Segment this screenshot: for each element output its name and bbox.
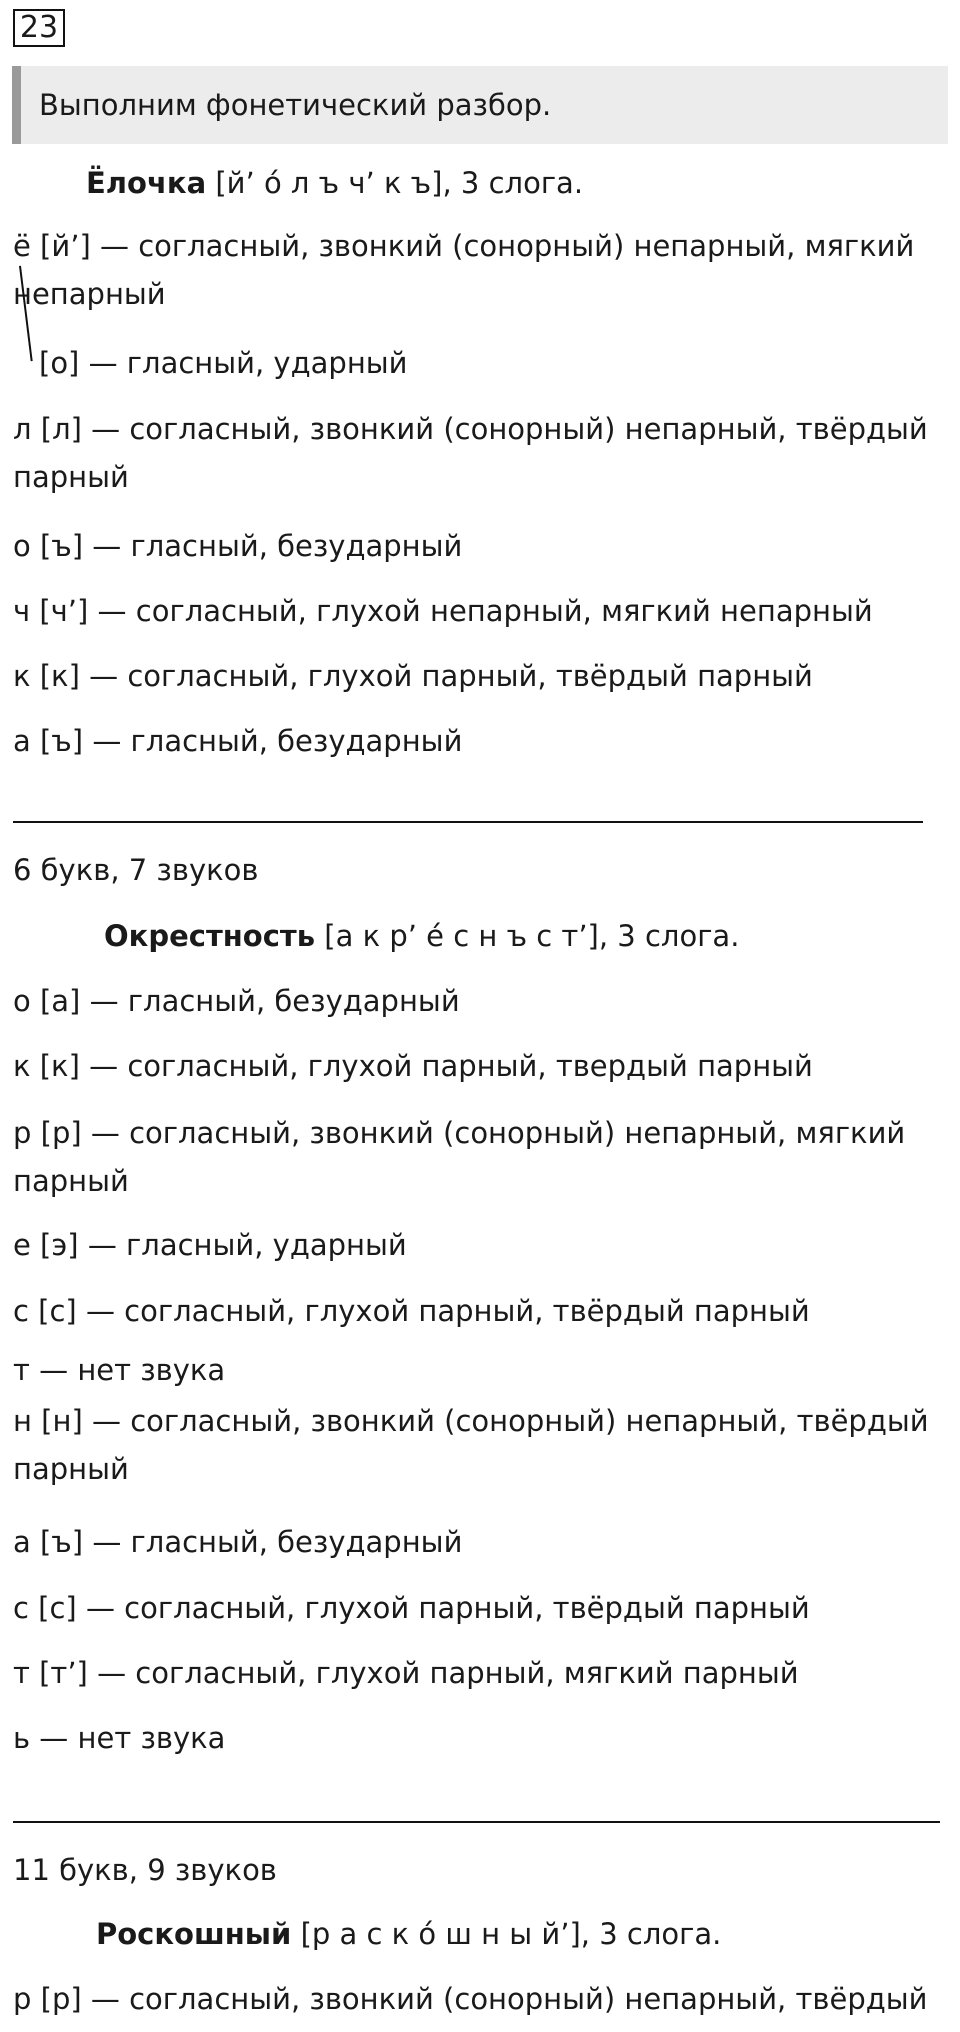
word-transcription: [й’ о́ л ъ ч’ к ъ], 3 слога. (206, 166, 584, 200)
analysis-line: а [ъ] — гласный, безударный (13, 1525, 463, 1559)
word-title: Окрестность (104, 919, 316, 953)
analysis-line: к [к] — согласный, глухой парный, твердый парный (13, 1049, 813, 1083)
word-title: Ёлочка (86, 166, 207, 200)
task-number: 23 (13, 9, 65, 47)
analysis-line: о [а] — гласный, безударный (13, 984, 460, 1018)
analysis-line: р [р] — согласный, звонкий (сонорный) непарный, мягкий парный (13, 1116, 906, 1198)
analysis-line: ч [ч’] — согласный, глухой непарный, мягкий непарный (13, 594, 873, 628)
analysis-line: е [э] — гласный, ударный (13, 1228, 407, 1262)
divider-line (13, 1821, 940, 1823)
analysis-line: л [л] — согласный, звонкий (сонорный) непарный, твёрдый парный (13, 412, 928, 494)
analysis-line: н [н] — согласный, звонкий (сонорный) непарный, твёрдый парный (13, 1404, 929, 1486)
intro-box (12, 66, 948, 144)
analysis-line: а [ъ] — гласный, безударный (13, 724, 463, 758)
analysis-line: [о] — гласный, ударный (39, 346, 408, 380)
analysis-line: с [с] — согласный, глухой парный, твёрдый парный (13, 1294, 810, 1328)
analysis-line: о [ъ] — гласный, безударный (13, 529, 463, 563)
analysis-line: т [т’] — согласный, глухой парный, мягкий парный (13, 1656, 799, 1690)
divider-line (13, 821, 923, 823)
word-heading-2 (13, 903, 948, 969)
analysis-line: к [к] — согласный, глухой парный, твёрдый парный (13, 659, 813, 693)
analysis-line: т — нет звука (13, 1353, 226, 1387)
word-heading-1 (13, 150, 948, 216)
intro-text: Выполним фонетический разбор. (39, 88, 552, 122)
word-heading-3 (13, 1901, 948, 1967)
word-title: Роскошный (96, 1917, 292, 1951)
analysis-line: р [р] — согласный, звонкий (сонорный) непарный, твёрдый (13, 1982, 928, 2016)
analysis-line: ь — нет звука (13, 1721, 226, 1755)
word-transcription: [а к р’ е́ с н ъ с т’], 3 слога. (315, 919, 740, 953)
word-transcription: [р а с к о́ ш н ы й’], 3 слога. (291, 1917, 722, 1951)
summary-line: 11 букв, 9 звуков (13, 1853, 277, 1887)
analysis-line: с [с] — согласный, глухой парный, твёрдый парный (13, 1591, 810, 1625)
analysis-line: ё [й’] — согласный, звонкий (сонорный) непарный, мягкий непарный (13, 229, 915, 311)
summary-line: 6 букв, 7 звуков (13, 853, 259, 887)
